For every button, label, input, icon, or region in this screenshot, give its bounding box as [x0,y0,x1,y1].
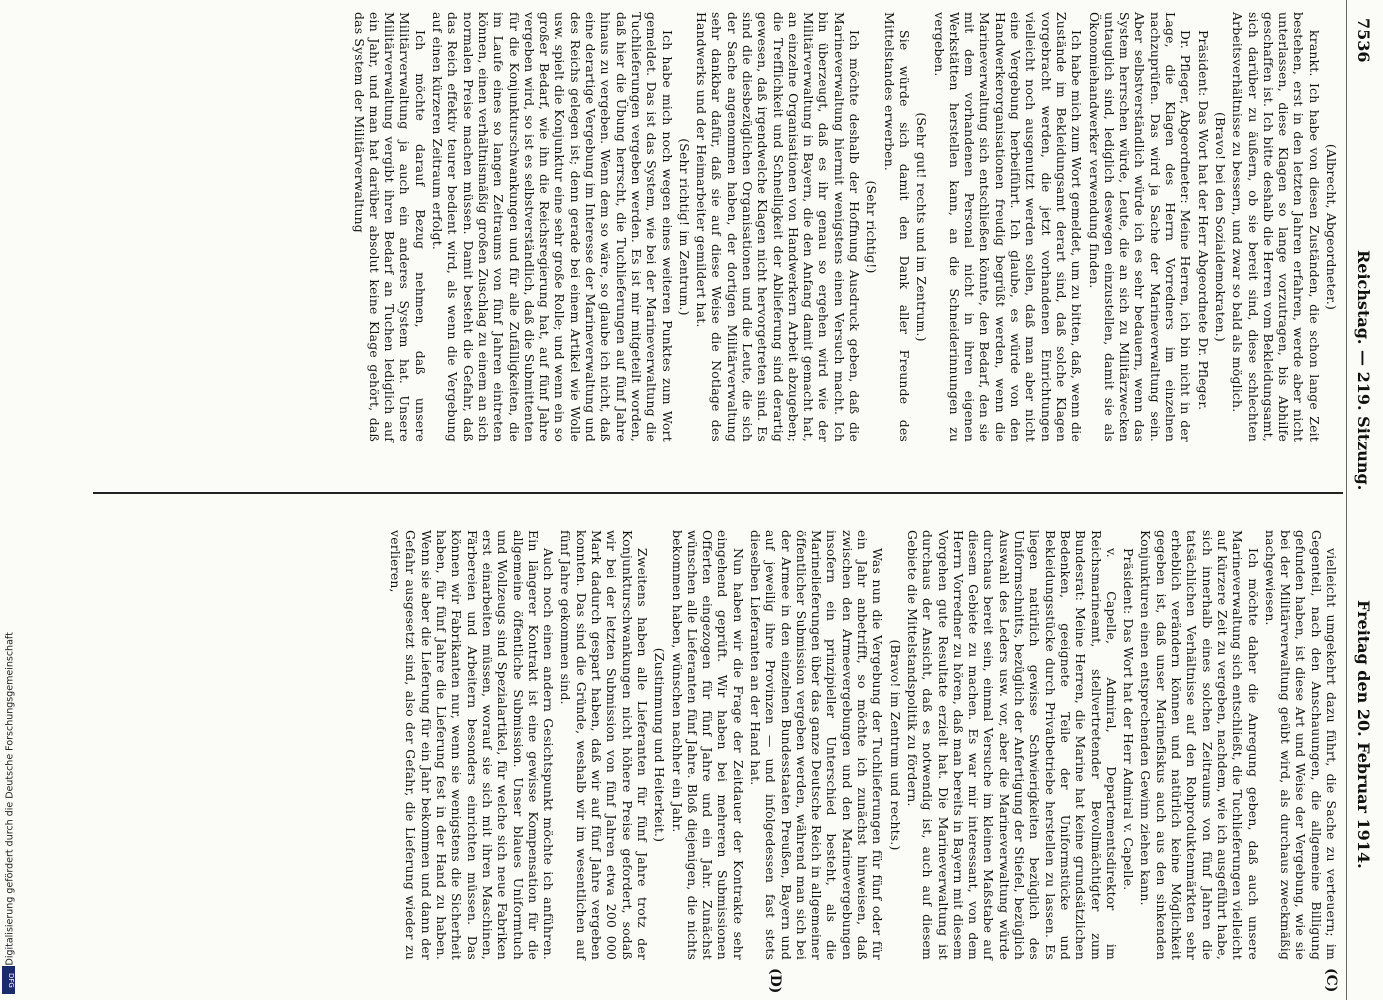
paragraph: v. Capelle, Admiral, Departementsdirektor im Reichsmarineamt, stellvertretender Bevollmächtigter zum Bundesrat: Meine Herren, die Marine hat keine grundsätzlichen Bedenken, geeignete Teile der Uniformstücke und Bekleidungsstücke durch Privatbetriebe herstellen zu lassen. Es liegen natürlich gewisse Schwierigkeiten bezüglich des Uniformschnitts, bezüglich der Anfertigung der Stiefel, bezüglich Auswahl des Leders usw. vor, aber die Marineverwaltung würde durchaus bereit sein, einmal Versuche im kleinen Maßstabe auf diesem Gebiete zu machen. Es war mir interessant, von dem Herrn Vorredner zu hören, daß man bereits in Bayern mit diesem Vorgehen gute Resultate erzielt hat. Die Marineverwaltung ist durchaus der Ansicht, daß es notwendig ist, auch auf diesem Gebiete die Mittelstandspolitik zu fördern. [904,530,1119,960]
page-number: 7536 [1354,18,1373,63]
paragraph: Präsident: Das Wort hat der Herr Admiral v. Capelle. [1121,548,1137,891]
paragraph: Sie würde sich damit den Dank aller Freunde des Mittelstandes erwerben. [881,12,912,442]
column-divider [93,492,1343,494]
paragraph: Ich möchte darauf Bezug nehmen, daß unsere Militärverwaltung ja auch ein anderes System hat. Unsere Militärverwaltung vergibt ihren Bedarf an Tuchen lediglich auf ein Jahr, und man hat darüber absolut keine Klage gehört, daß das System der Militärverwaltung [351,12,428,442]
left-column [349,12,1339,442]
paragraph: (Bravo! im Zentrum und rechts.) [887,639,903,851]
paragraph: (Sehr richtig!) [864,180,880,274]
paragraph: Ich möchte deshalb der Hoffnung Ausdruck geben, daß die Marineverwaltung hiermit wenigstens einen Versuch macht. Ich bin überzeugt, daß es ihr genau so ergehen wird wie der Militärverwaltung in Bayern, die den Anfang damit gemacht hat, an einzelne Organisationen von Handwerkern Arbeit abzugeben; die Trefflichkeit und Schnelligkeit der Ablieferung sind derartig gewesen, daß irgendwelche Klagen nicht hervorgetreten sind. Es sind die diesbezüglichen Organisationen und die Leute, die sich der Sache angenommen haben, der dortigen Militärverwaltung sehr dankbar dafür, daß sie auf diese Weise die Notlage des Handwerks und der Heimarbeiter gemildert hat. [694,12,863,442]
paragraph: vielleicht umgekehrt dazu führt, die Sache zu verteuern; im Gegenteil, nach den Anschauungen, die allgemeine Billigung gefunden haben, ist diese Art und Weise der Vergebung, wie sie bei der Militärverwaltung geübt wird, als durchaus zweckmäßig nachgewiesen. [1262,530,1339,960]
margin-mark-d: (D) [767,968,783,994]
paragraph: (Sehr gut! rechts und im Zentrum.) [914,112,930,342]
digitization-credit [2,210,16,970]
paragraph: Ich möchte daher die Anregung geben, daß auch unsere Marineverwaltung sich entschließt, die Tuchlieferungen vielleicht auf kürzere Zeit zu vergeben, nachdem, wie ich ausgeführt habe, sich innerhalb eines solchen Zeitraums von fünf Jahren die tatsächlichen Verhältnisse auf den Rohproduktenmärkten sehr erheblich verändern können und natürlich keine Möglichkeit gegeben ist, daß unser Marinefiskus auch aus den sinkenden Konjunkturen einen entsprechenden Gewinn ziehen kann. [1138,530,1261,960]
paragraph: Ich habe mich zum Wort gemeldet, um zu bitten, daß, wenn die Zustände im Bekleidungsamt derart sind, daß solche Klagen vorgebracht werden, die jetzt vorhandenen Einrichtungen vielleicht noch ausgenutzt werden sollen, daß man aber nicht eine Vergebung herbeiführt. Ich glaube, es würde von den Handwerkerorganisationen freudig begrüßt werden, wenn die Marineverwaltung sich entschließen könnte, den Bedarf, den sie mit dem vorhandenen Personal nicht in ihren eigenen Werkstätten herstellen kann, an die Schneiderinnungen zu vergeben. [931,12,1085,442]
paragraph: Zweitens haben alle Lieferanten für fünf Jahre trotz der Konjunkturschwankungen nicht höhere Preise gefordert, sodaß wir bei der letzten Submission von fünf Jahren etwa 200 000 Mark dadurch gespart haben, daß wir auf fünf Jahre vergeben konnten. Das sind die Gründe, weshalb wir im wesentlichen auf fünf Jahre gekommen sind. [558,530,650,960]
header-date: Freitag den 20. Februar 1914. [1354,600,1373,869]
header-rule [1346,0,1347,1000]
paragraph: Auch noch einen andern Gesichtspunkt möchte ich anführen. Ein längerer Kontrakt ist eine gewisse Kompensation für die allgemeine öffentliche Submission. Unser blaues Uniformtuch und Wollzeugs sind Spezialartikel, für welche sich neue Fabriken erst einarbeiten müssen, worauf sie sich mit ihren Maschinen, Färbereien und Arbeitern besonders einrichten müssen. Das können wir Fabrikanten nur, wenn sie wenigstens die Sicherheit haben, für fünf Jahre die Lieferung fest in der Hand zu haben. Wenn sie aber die Lieferung für ein Jahr bekommen und dann der Gefahr ausgesetzt sind, also der Gefahr, die Lieferung wieder zu verlieren, [388,530,557,960]
rotated-page-content [83,0,1383,1000]
header-title: Reichstag. — 219. Sitzung. [1354,250,1373,491]
paragraph: Was nun die Vergebung der Tuchlieferungen für fünf oder für ein Jahr anbetrifft, so möchte ich zunächst hinweisen, daß zwischen den Armeevergebungen und den Marinevergebungen insofern ein prinzipieller Unterschied besteht, als die Marinelieferungen über das ganze Deutsche Reich in allgemeiner öffentlicher Submission vergeben werden, während man sich bei der Armee in den einzelnen Bundesstaaten Preußen, Bayern und auf jeweilig ihre Provinzen — und infolgedessen fast stets dieselben Lieferanten an der Hand hat. [748,530,886,960]
paragraph: Ich habe mich noch wegen eines weiteren Punktes zum Wort gemeldet. Das ist das System, wie bei der Marineverwaltung die Tuchlieferungen vergeben werden. Es ist mir mitgeteilt worden, daß hier die Übung herrscht, die Tuchlieferungen auf fünf Jahre hinaus zu vergeben. Wenn dem so wäre, so glaube ich nicht, daß eine derartige Vergebung im Interesse der Marineverwaltung und des Reichs gelegen ist; denn gerade bei einem Artikel wie Wolle usw. spielt die Konjunktur eine sehr große Rolle; und wenn ein so großer Bedarf, wie ihn die Reichsregierung hat, auf fünf Jahre vergeben wird, so ist es selbstverständlich, daß die Submittenten für die Konjunkturschwankungen und für alle Zufälligkeiten, die im Laufe eines so langen Zeitraums von fünf Jahren eintreten können, einen verhältnismäßig großen Zuschlag zu einem an sich normalen Preise machen müssen. Damit besteht die Gefahr, daß das Reich effektiv teurer bedient wird, als wenn die Vergebung auf einen kürzeren Zeitraum erfolgt. [430,12,675,442]
right-column [386,530,1339,960]
paragraph: Nun haben wir die Frage der Zeitdauer der Kontrakte sehr eingehend geprüft. Wir haben bei mehreren Submissionen Offerten eingezogen für fünf Jahre und ein Jahr. Zunächst wünschen alle Lieferanten fünf Jahre. Bloß diejenigen, die nichts bekommen haben, wünschen nachher ein Jahr. [669,530,746,960]
paragraph: krankt. Ich habe von diesen Zuständen, die schon lange Zeit bestehen, erst in den letzten Jahren erfahren, werde aber nicht unterlassen, diese Klagen so lange vorzutragen, bis Abhilfe geschaffen ist. Ich bitte deshalb die Herren vom Bekleidungsamt, sich darüber zu äußern, ob sie bereit sind, diese schlechten Arbeitsverhältnisse zu bessern, und zwar so bald als möglich. [1230,12,1322,442]
paragraph: Präsident: Das Wort hat der Herr Abgeordnete Dr. Pfleger. [1195,30,1211,411]
paragraph: (Bravo! bei den Sozialdemokraten.) [1212,112,1228,342]
paragraph: (Zustimmung und Heiterkeit.) [652,647,668,843]
paragraph: (Sehr richtig! im Zentrum.) [676,138,692,316]
paragraph: Dr. Pfleger, Abgeordneter: Meine Herren, ich bin nicht in der Lage, die Klagen des Herrn Vorredners im einzelnen nachzuprüfen. Das wird ja Sache der Marineverwaltung sein. Aber selbstverständlich würde ich es sehr bedauern, wenn das System herrschen würde, Leute, die an sich zu Militärzwecken untauglich sind, lediglich deswegen einzustellen, damit sie als Ökonomiehandwerker verwendung finden. [1086,12,1194,442]
margin-mark-c: (C) [1323,968,1339,993]
paragraph: (Albrecht, Abgeordneter.) [1324,143,1339,311]
page-header [1347,0,1383,1000]
dfg-logo: DFG [2,966,15,994]
credit-text: Digitalisierung gefördert durch die Deutsche Forschungsgemeinschaft [4,632,16,966]
